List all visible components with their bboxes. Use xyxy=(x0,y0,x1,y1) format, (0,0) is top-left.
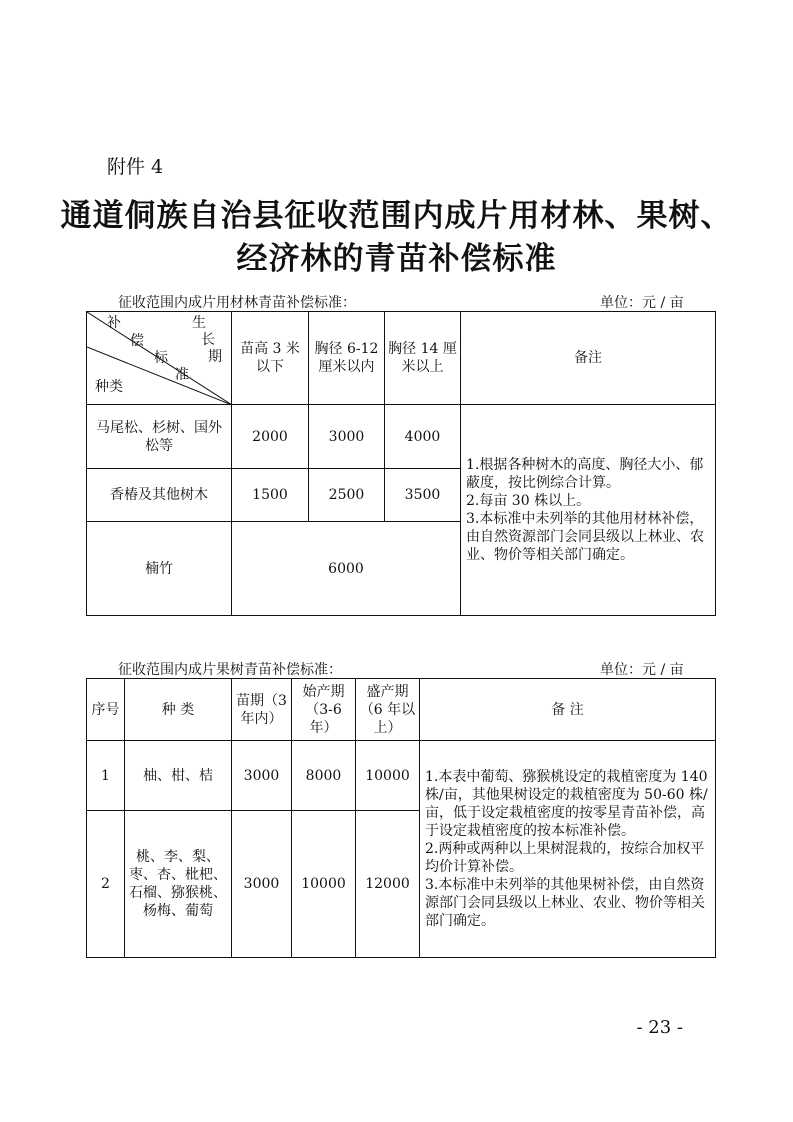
table2-unit: 单位：元 / 亩 xyxy=(600,662,684,678)
row-value: 3000 xyxy=(232,811,292,958)
table2-caption: 征收范围内成片果树青苗补偿标准： xyxy=(118,662,342,678)
row-merged-value: 6000 xyxy=(232,522,461,616)
remark-item: 1.根据各种树木的高度、胸径大小、郁蔽度，按比例综合计算。 xyxy=(466,457,704,491)
row-value: 2000 xyxy=(232,405,309,469)
corner-sheng: 生 xyxy=(192,315,206,331)
row-name: 马尾松、杉树、国外松等 xyxy=(87,405,232,469)
corner-qi: 期 xyxy=(208,349,222,365)
header-initial-yield: 始产期（3-6 年） xyxy=(292,679,356,741)
row-serial: 1 xyxy=(87,741,125,811)
row-value: 10000 xyxy=(292,811,356,958)
document-title-line-1: 通道侗族自治县征收范围内成片用材林、果树、 xyxy=(60,198,733,234)
row-value: 2500 xyxy=(309,469,385,522)
header-remarks: 备注 xyxy=(461,312,716,405)
corner-zhonglei: 种类 xyxy=(95,379,123,395)
corner-bu: 补 xyxy=(107,315,121,331)
table2-remarks-cell xyxy=(420,741,716,958)
remark-item: 2.两种或两种以上果树混栽的，按综合加权平均价计算补偿。 xyxy=(425,841,705,875)
row-value: 12000 xyxy=(356,811,420,958)
table1-diagonal-header xyxy=(87,312,232,405)
timber-compensation-table xyxy=(86,311,716,616)
header-remarks: 备 注 xyxy=(420,679,716,741)
row-value: 8000 xyxy=(292,741,356,811)
header-dbh-6-12cm: 胸径 6-12 厘米以内 xyxy=(309,312,385,405)
table1-unit: 单位：元 / 亩 xyxy=(600,295,684,311)
remark-item: 3.本标准中未列举的其他果树补偿，由自然资源部门会同县级以上林业、农业、物价等相关部门确定。 xyxy=(425,877,705,929)
corner-zhun: 准 xyxy=(175,367,189,383)
row-name: 楠竹 xyxy=(87,522,232,616)
document-title-line-2: 经济林的青苗补偿标准 xyxy=(236,241,557,277)
row-name: 香椿及其他树木 xyxy=(87,469,232,522)
table1-caption: 征收范围内成片用材林青苗补偿标准： xyxy=(118,295,356,311)
remark-item: 1.本表中葡萄、猕猴桃设定的栽植密度为 140 株/亩，其他果树设定的栽植密度为 50-60 株/亩，低于设定栽植密度的按零星青苗补偿，高于设定栽植密度的按本标准补偿。 xyxy=(425,769,708,839)
attachment-label: 附件 4 xyxy=(107,156,164,178)
corner-zhang: 长 xyxy=(201,332,215,348)
header-peak-yield: 盛产期（6 年以上） xyxy=(356,679,420,741)
header-dbh-over-14cm: 胸径 14 厘米以上 xyxy=(385,312,461,405)
header-height-under-3m: 苗高 3 米以下 xyxy=(232,312,309,405)
row-value: 4000 xyxy=(385,405,461,469)
page-number: - 23 - xyxy=(636,1017,683,1038)
row-value: 10000 xyxy=(356,741,420,811)
row-serial: 2 xyxy=(87,811,125,958)
header-seedling-period: 苗期（3 年内） xyxy=(232,679,292,741)
row-value: 3000 xyxy=(309,405,385,469)
corner-biao: 标 xyxy=(154,350,168,366)
row-value: 3000 xyxy=(232,741,292,811)
header-species: 种 类 xyxy=(125,679,232,741)
row-value: 1500 xyxy=(232,469,309,522)
fruit-tree-compensation-table xyxy=(86,678,716,958)
remark-item: 3.本标准中未列举的其他用材林补偿，由自然资源部门会同县级以上林业、农业、物价等相关部门确定。 xyxy=(466,511,704,563)
header-serial: 序号 xyxy=(87,679,125,741)
corner-chang: 偿 xyxy=(130,333,144,349)
row-name: 桃、李、梨、枣、杏、枇杷、石榴、猕猴桃、杨梅、葡萄 xyxy=(125,811,232,958)
remark-item: 2.每亩 30 株以上。 xyxy=(466,493,591,509)
row-value: 3500 xyxy=(385,469,461,522)
table1-remarks-cell xyxy=(461,405,716,616)
row-name: 柚、柑、桔 xyxy=(125,741,232,811)
